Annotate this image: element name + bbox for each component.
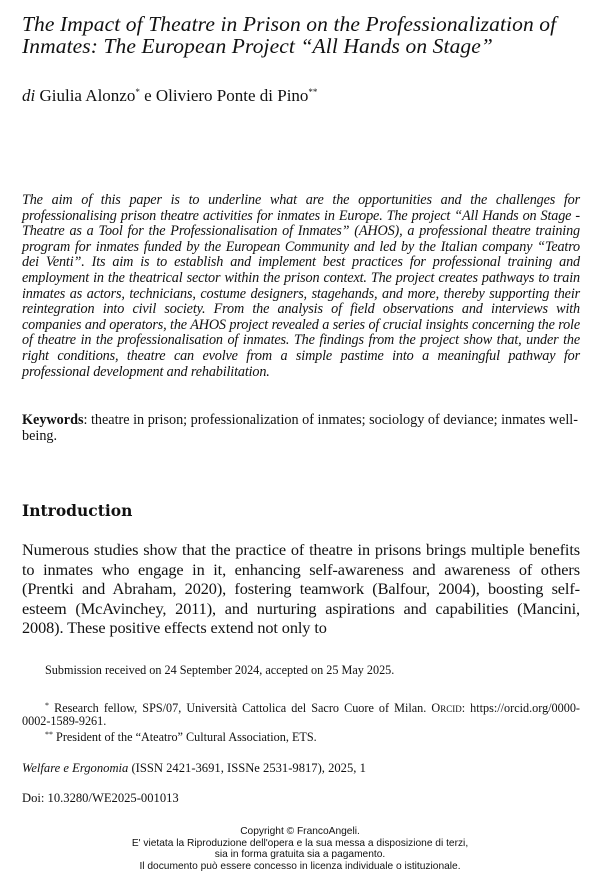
journal-name: Welfare e Ergonomia	[22, 761, 129, 775]
journal-details: (ISSN 2421-3691, ISSNe 2531-9817), 2025, 1	[128, 761, 366, 775]
submission-note: Submission received on 24 September 2024, accepted on 25 May 2025.	[45, 663, 395, 677]
copyright-line: E' vietata la Riproduzione dell'opera e la sua messa a disposizione di terzi,	[131, 837, 469, 849]
abstract: The aim of this paper is to underline what are the opportunities and the challenges for professionalising prison theatre activities for inmates in Europe. The project “All Hands on Stage - Theatre as a Tool for the Professionalisation of Inmates” (AHOS), a professional theatre training program for inmates funded by the European Community and led by the Italian company “Teatro dei Venti”. Its aim is to establish and implement best practices for professional training and employment in the theatrical sector within the prison context. The project creates pathways to train inmates as actors, technicians, costume designers, stagehands, and more, thereby supporting their reintegration into civil society. From the analysis of field observations and interviews with companies and operators, the AHOS project revealed a series of crucial insights concerning the role of theatre in the professionalisation of inmates. The findings from the project show that, under the right conditions, theatre can evolve from a simple pastime into a meaningful pathway for professional development and rehabilitation.	[22, 192, 580, 380]
footnote-text: Research fellow, SPS/07, Università Cattolica del Sacro Cuore of Milan.	[49, 701, 432, 715]
doi: Doi: 10.3280/WE2025-001013	[22, 791, 179, 805]
author-conjunction: e	[144, 86, 152, 105]
footnote-marker: **	[45, 730, 53, 739]
copyright-line: Il documento può essere concesso in licenza individuale o istituzionale.	[139, 860, 461, 872]
author-line	[22, 82, 317, 106]
journal-citation	[22, 761, 366, 775]
section-heading: Introduction	[22, 501, 133, 520]
author-name: Giulia Alonzo	[39, 86, 136, 105]
keywords-label: Keywords	[22, 412, 84, 428]
footnote-marker: *	[45, 701, 49, 710]
orcid-link[interactable]: : https://orcid.org/0000-0002-1589-9261.	[22, 701, 580, 728]
copyright-line: sia in forma gratuita sia a pagamento.	[214, 849, 386, 860]
footnote	[22, 728, 580, 744]
paper-title: The Impact of Theatre in Prison on the Professionalization of Inmates: The European Project “All Hands on Stage”	[22, 12, 557, 58]
footnote-marker: **	[308, 87, 318, 97]
orcid-label: Orcid	[431, 701, 462, 715]
author-prefix: di	[22, 86, 36, 105]
copyright-notice	[0, 826, 600, 872]
keywords-list: : theatre in prison; professionalization of inmates; sociology of deviance; inmates well-being.	[22, 412, 578, 444]
footnote-marker: *	[135, 87, 140, 97]
footnotes	[22, 699, 580, 744]
copyright-line: Copyright © FrancoAngeli.	[240, 826, 360, 837]
section-body: Numerous studies show that the practice of theatre in prisons brings multiple benefits to inmates who engage in it, enhancing self-awareness and awareness of others (Prentki and Abraham, 2020), fostering teamwork (Balfour, 2004), boosting self-esteem (McAvinchey, 2011), and nurturing aspirations and capabilities (Mancini, 2008). These positive effects extend not only to	[22, 540, 580, 638]
footnote-text: President of the “Ateatro” Cultural Association, ETS.	[53, 730, 317, 744]
footnote	[22, 699, 580, 728]
author-name: Oliviero Ponte di Pino	[155, 86, 309, 105]
keywords	[22, 413, 580, 444]
